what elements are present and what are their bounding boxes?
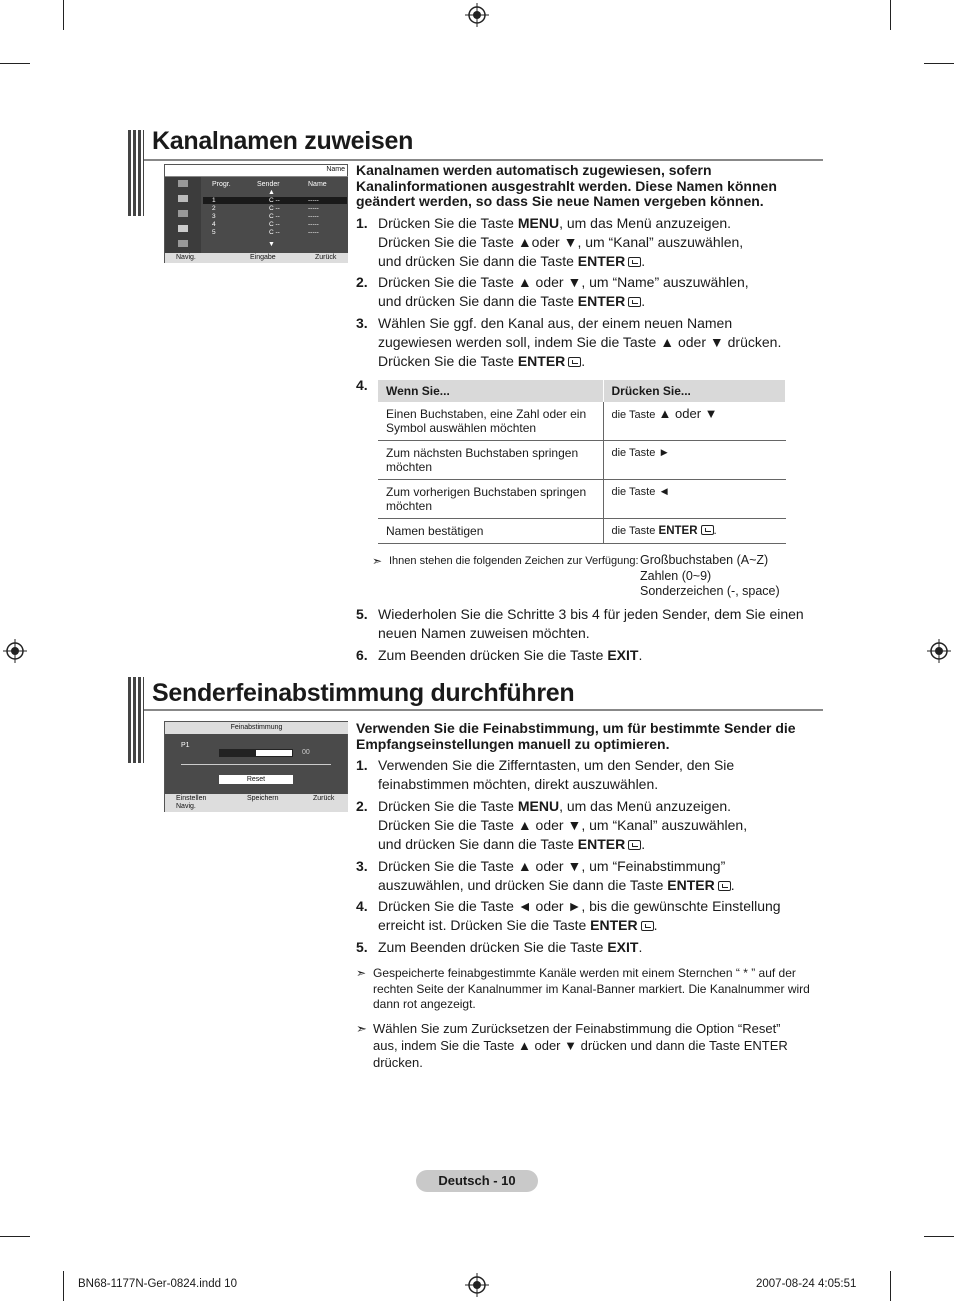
table-cell: Namen bestätigen	[378, 519, 603, 544]
osd-icon	[178, 180, 188, 187]
osd-cell: C --	[269, 213, 280, 220]
osd-cell: -----	[308, 197, 319, 204]
osd-cell: C --	[269, 221, 280, 228]
osd-cell: 1	[212, 197, 216, 204]
osd-col: Name	[308, 181, 327, 188]
osd-value: 00	[302, 749, 310, 756]
osd-row	[212, 229, 342, 237]
crop-mark	[890, 0, 891, 30]
step-text: Verwenden Sie die Zifferntasten, um den Sender, den Sie feinabstimmen möchten, direkt auszuwählen.	[378, 757, 735, 792]
step-text: Wiederholen Sie die Schritte 3 bis 4 für jeden Sender, dem Sie einen neuen Namen zuweisen möchten.	[378, 606, 804, 641]
char-item: Zahlen (0~9)	[640, 568, 712, 583]
title-rule	[144, 709, 823, 711]
section-title: Senderfeinabstimmung durchführen	[152, 679, 575, 707]
osd-row	[212, 221, 342, 229]
osd-cell: 2	[212, 205, 216, 212]
crop-mark	[890, 1271, 891, 1301]
step-number: 3.	[356, 858, 368, 874]
enter-icon	[628, 840, 641, 850]
enter-icon	[641, 921, 654, 931]
osd-cell: -----	[308, 221, 319, 228]
crop-mark	[0, 1236, 30, 1237]
osd-col: Progr.	[212, 181, 231, 188]
table-cell: Zum nächsten Buchstaben springen möchten	[378, 441, 603, 480]
step-text: Wählen Sie ggf. den Kanal aus, der einem neuen Namen zugewiesen werden soll, indem Sie die Taste ▲ oder ▼ drücken. Drücken Sie die Taste ENTER .	[378, 315, 782, 369]
step-text: Drücken Sie die Taste ◄ oder ►, bis die gewünschte Einstellung erreicht ist. Drücken Sie die Taste ENTER .	[378, 898, 781, 933]
crop-mark	[63, 0, 64, 30]
crop-mark	[0, 63, 30, 64]
osd-footer-item: Navig.	[176, 254, 196, 261]
step-text: Zum Beenden drücken Sie die Taste EXIT.	[378, 647, 643, 663]
osd-header: Feinabstimmung	[230, 724, 283, 731]
title-rule	[144, 159, 823, 161]
char-note	[372, 554, 792, 600]
table-row	[378, 519, 786, 544]
step-number: 2.	[356, 274, 368, 290]
step-number: 3.	[356, 315, 368, 331]
osd-icon	[178, 225, 188, 232]
osd-icon	[178, 240, 188, 247]
arrow-bullet-icon: ➣	[356, 1021, 367, 1036]
char-note-label: Ihnen stehen die folgenden Zeichen zur Verfügung:	[389, 555, 639, 567]
char-item: Sonderzeichen (-, space)	[640, 584, 780, 598]
osd-footer-item: Speichern	[247, 795, 279, 802]
osd-cell: -----	[308, 213, 319, 220]
table-cell: die Taste ▲ oder ▼	[603, 402, 786, 441]
osd-icon	[178, 195, 188, 202]
osd-cell: 3	[212, 213, 216, 220]
enter-icon	[718, 881, 731, 891]
crop-mark	[63, 1271, 64, 1301]
note-text: Wählen Sie zum Zurücksetzen der Feinabstimmung die Option “Reset” aus, indem Sie die Taste ▲ oder ▼ drücken und dann die Taste ENTER drücken.	[373, 1021, 788, 1070]
osd-channel: P1	[181, 742, 190, 749]
osd-footer-item: Zurück	[313, 795, 335, 802]
footer-date: 2007-08-24 4:05:51	[756, 1278, 857, 1290]
step-number: 4.	[356, 898, 368, 914]
fine-tune-bar	[219, 749, 293, 757]
step-text: Drücken Sie die Taste ▲ oder ▼, um “Name” auszuwählen, und drücken Sie dann die Taste ENTER .	[378, 274, 749, 309]
osd-header: Name	[326, 166, 345, 173]
osd-row	[212, 205, 342, 213]
registration-mark-icon	[465, 1273, 489, 1297]
step-number: 2.	[356, 798, 368, 814]
arrow-bullet-icon: ➣	[356, 966, 367, 980]
reset-option: Reset	[219, 775, 293, 784]
osd-cell: -----	[308, 205, 319, 212]
osd-col: Sender	[257, 181, 280, 188]
up-arrow-icon: ▲	[268, 189, 275, 196]
enter-icon	[701, 525, 714, 535]
section-title: Kanalnamen zuweisen	[152, 127, 414, 155]
step-text: Drücken Sie die Taste MENU, um das Menü anzuzeigen. Drücken Sie die Taste ▲ oder ▼, um “Kanal” auszuwählen, und drücken Sie dann die Taste ENTER .	[378, 798, 748, 852]
osd-footer-item: Zurück	[315, 254, 337, 261]
osd-cell: C --	[269, 197, 280, 204]
osd-footer-item: Einstellen	[176, 795, 207, 802]
step-number: 1.	[356, 215, 368, 231]
crop-mark	[924, 63, 954, 64]
step-number: 5.	[356, 939, 368, 955]
table-row	[378, 402, 786, 441]
enter-icon	[568, 357, 581, 367]
osd-cell: 4	[212, 221, 216, 228]
intro-text: Kanalnamen werden automatisch zugewiesen, sofern Kanalinformationen ausgestrahlt werden. Diese Namen können geändert werden, so dass Sie neue Namen vergeben können.	[356, 162, 777, 209]
enter-icon	[628, 257, 641, 267]
table-cell: Einen Buchstaben, eine Zahl oder ein Symbol auswählen möchten	[378, 402, 603, 441]
intro-text: Verwenden Sie die Feinabstimmung, um für bestimmte Sender die Empfangseinstellungen manuell zu optimieren.	[356, 720, 796, 752]
osd-footer-item: Navig.	[176, 803, 196, 810]
step-number: 4.	[356, 377, 368, 393]
table-cell: Zum vorherigen Buchstaben springen möchten	[378, 480, 603, 519]
note-text: Gespeicherte feinabgestimmte Kanäle werden mit einem Sternchen “ * ” auf der rechten Seite der Kanalnummer im Kanal-Banner markiert. Die Kanalnummer wird dann rot angezeigt.	[373, 966, 810, 1011]
table-cell: die Taste ENTER .	[603, 519, 786, 544]
osd-icon	[178, 210, 188, 217]
table-row	[378, 480, 786, 519]
osd-cell: -----	[308, 229, 319, 236]
registration-mark-icon	[927, 639, 951, 663]
step-number: 1.	[356, 757, 368, 773]
registration-mark-icon	[3, 639, 27, 663]
crop-mark	[924, 1236, 954, 1237]
footer-file: BN68-1177N-Ger-0824.indd 10	[78, 1278, 237, 1290]
step-text: Drücken Sie die Taste ▲ oder ▼, um “Feinabstimmung” auszuwählen, und drücken Sie dann die Taste ENTER .	[378, 858, 735, 893]
osd-row	[212, 197, 342, 205]
step-text: Zum Beenden drücken Sie die Taste EXIT.	[378, 939, 643, 955]
osd-fine-tune-screenshot	[164, 721, 348, 812]
down-arrow-icon: ▼	[268, 241, 275, 248]
char-item: Großbuchstaben (A~Z)	[640, 553, 769, 567]
step-number: 5.	[356, 606, 368, 622]
table-row	[378, 441, 786, 480]
key-table	[378, 380, 786, 544]
arrow-bullet-icon: ➣	[372, 554, 383, 568]
step-number: 6.	[356, 647, 368, 663]
step-text: Drücken Sie die Taste MENU, um das Menü anzuzeigen. Drücken Sie die Taste ▲oder ▼, um “Kanal” auszuwählen, und drücken Sie dann die Taste ENTER .	[378, 215, 744, 269]
section-bar	[128, 677, 144, 763]
osd-cell: C --	[269, 205, 280, 212]
osd-name-screenshot	[164, 164, 348, 263]
registration-mark-icon	[465, 3, 489, 27]
table-header: Drücken Sie...	[603, 380, 786, 402]
section-bar	[128, 130, 144, 216]
table-cell: die Taste ◄	[603, 480, 786, 519]
table-header: Wenn Sie...	[378, 380, 603, 402]
osd-cell: C --	[269, 229, 280, 236]
osd-footer-item: Eingabe	[250, 254, 276, 261]
osd-row	[212, 213, 342, 221]
enter-icon	[628, 297, 641, 307]
osd-cell: 5	[212, 229, 216, 236]
page-label: Deutsch - 10	[416, 1170, 538, 1192]
table-cell: die Taste ►	[603, 441, 786, 480]
